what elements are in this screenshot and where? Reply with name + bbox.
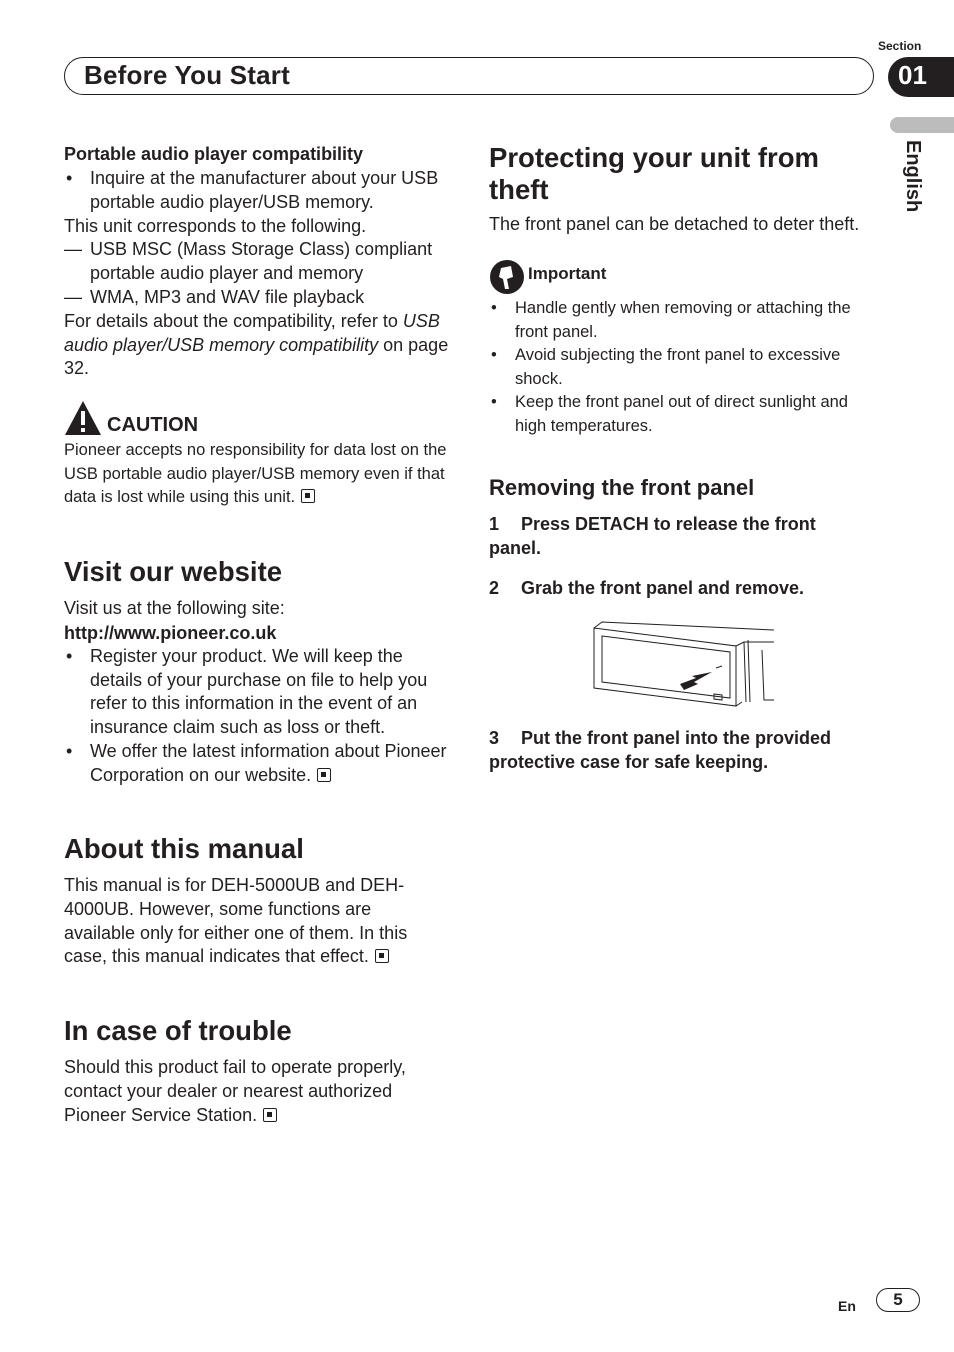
step-text: Press DETACH to release the front panel. <box>489 514 816 558</box>
page-number: 5 <box>893 1290 903 1309</box>
website-bullet: • Register your product. We will keep the details of your purchase on file to help you refer to this information in the event of an insurance claim such as loss or theft. <box>64 645 456 740</box>
important-icon <box>489 259 525 300</box>
compat-dash-item: — WMA, MP3 and WAV file playback <box>64 286 365 307</box>
theft-intro: The front panel can be detached to deter theft. <box>489 214 860 234</box>
front-panel-illustration <box>586 620 778 715</box>
step-2 <box>489 577 859 601</box>
compat-details-pre: For details about the compatibility, refer to <box>64 310 398 331</box>
footer-language-code: En <box>838 1298 856 1314</box>
website-title: Visit our website <box>64 556 283 587</box>
step-number: 1 <box>489 514 500 534</box>
theft-title: Protecting your unit from theft <box>489 142 819 205</box>
manual-title: About this manual <box>64 833 304 864</box>
end-mark-icon <box>375 949 389 963</box>
step-3 <box>489 727 869 775</box>
important-bullet: • Keep the front panel out of direct sunlight and high temperatures. <box>489 391 879 438</box>
end-mark-icon <box>317 768 331 782</box>
website-section <box>64 597 456 788</box>
end-mark-icon <box>301 489 315 503</box>
important-bullet: • Avoid subjecting the front panel to excessive shock. <box>489 344 879 391</box>
step-text: Grab the front panel and remove. <box>521 578 805 598</box>
section-label: Section <box>878 39 922 53</box>
section-number: 01 <box>898 60 927 90</box>
manual-text <box>64 874 438 969</box>
compat-heading: Portable audio player compatibility <box>64 144 364 164</box>
trouble-text <box>64 1056 438 1127</box>
step-text: Put the front panel into the provided protective case for safe keeping. <box>489 728 831 772</box>
important-list <box>489 297 879 438</box>
caution-label: CAUTION <box>107 414 199 436</box>
step-1 <box>489 513 859 561</box>
caution-text <box>64 439 456 510</box>
language-tab <box>890 117 954 133</box>
caution-icon <box>64 400 102 441</box>
manual-text-body: This manual is for DEH-5000UB and DEH-4000UB. However, some functions are available only for either one of them. In this case, this manual indicates that effect. <box>64 875 408 967</box>
website-intro: Visit us at the following site: <box>64 598 285 618</box>
end-mark-icon <box>263 1108 277 1122</box>
compat-details <box>64 310 456 381</box>
website-bullet-text: We offer the latest information about Pioneer Corporation on our website. <box>90 740 447 785</box>
compat-dash-text: WMA, MP3 and WAV file playback <box>90 286 365 307</box>
left-column <box>64 143 456 381</box>
trouble-title: In case of trouble <box>64 1015 292 1046</box>
step-number: 2 <box>489 578 500 598</box>
caution-text-body: Pioneer accepts no responsibility for data lost on the USB portable audio player/USB memory even if that data is lost while using this unit. <box>64 441 447 506</box>
important-label: Important <box>528 264 607 283</box>
important-bullet: • Handle gently when removing or attaching the front panel. <box>489 297 879 344</box>
website-link[interactable]: http://www.pioneer.co.uk <box>64 622 277 643</box>
compat-dash-item: — USB MSC (Mass Storage Class) compliant portable audio player and memory <box>64 239 433 284</box>
page-title: Before You Start <box>84 60 290 90</box>
removing-title: Removing the front panel <box>489 475 755 500</box>
step-number: 3 <box>489 728 500 748</box>
compat-details-post: on page 32. <box>64 334 449 379</box>
trouble-text-body: Should this product fail to operate properly, contact your dealer or nearest authorized Pioneer Service Station. <box>64 1057 406 1125</box>
website-bullet <box>64 740 456 788</box>
compat-details-ref: USB audio player/USB memory compatibility <box>64 310 440 355</box>
compat-intro: This unit corresponds to the following. <box>64 215 367 236</box>
language-label <box>900 140 926 220</box>
compat-dash-text: USB MSC (Mass Storage Class) compliant portable audio player and memory <box>90 239 433 284</box>
compat-bullet: • Inquire at the manufacturer about your USB portable audio player/USB memory. <box>64 167 456 215</box>
language-label-text: English <box>902 140 924 213</box>
